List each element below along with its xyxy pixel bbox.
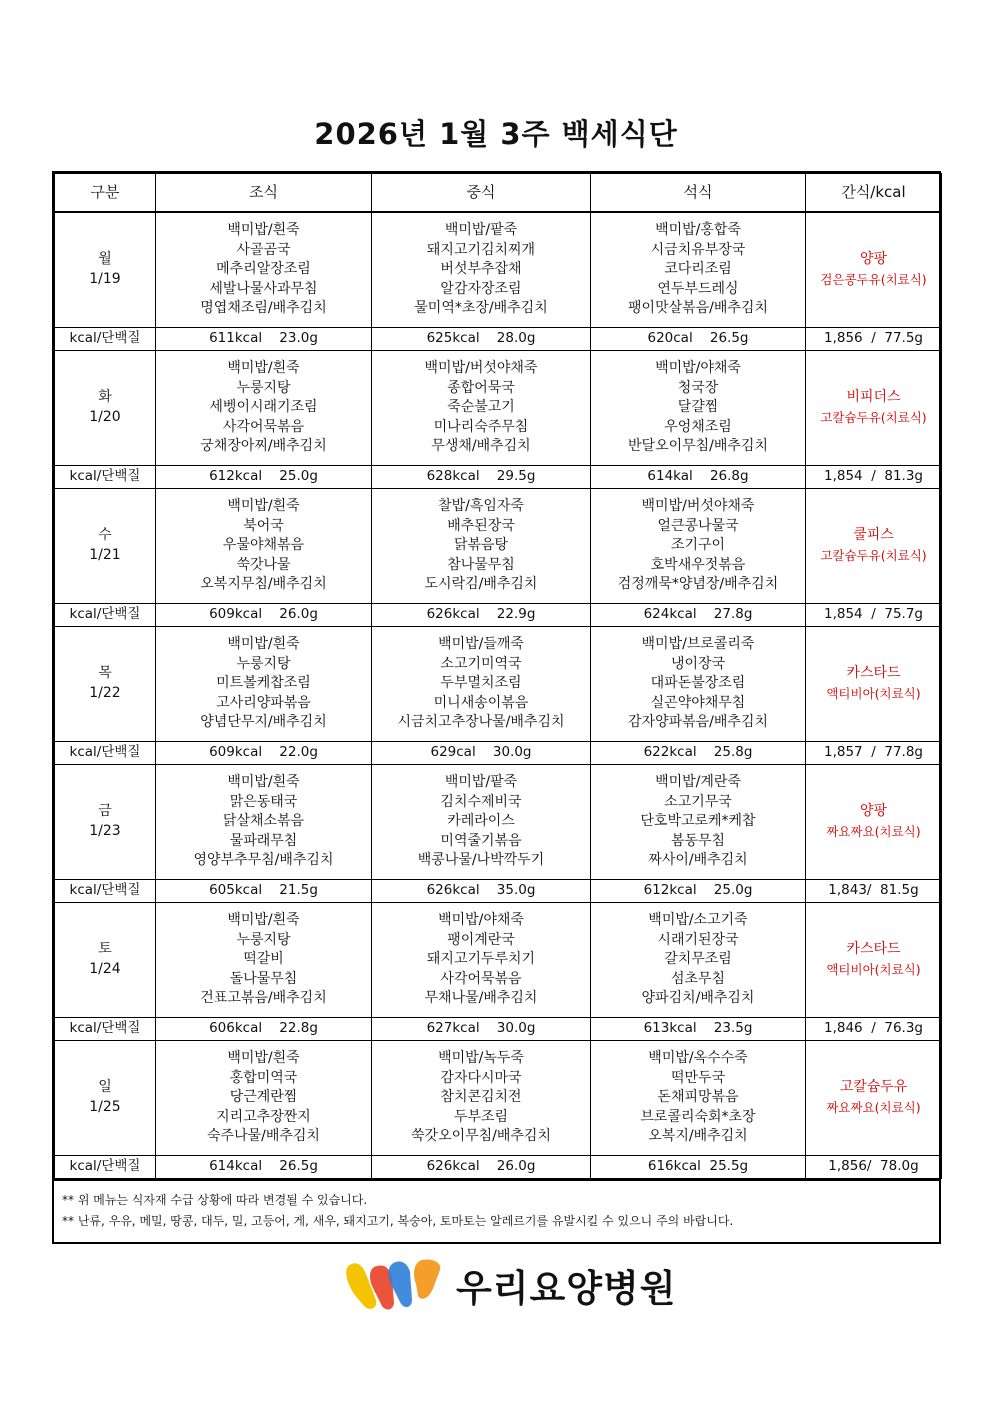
lunch-cell <box>372 351 591 466</box>
day-name: 금 <box>98 803 112 820</box>
menu-row <box>55 351 942 466</box>
day-cell <box>55 351 156 466</box>
day-cell <box>55 489 156 604</box>
breakfast-item: 지리고추장짠지 <box>216 1108 311 1125</box>
breakfast-item: 떡갈비 <box>243 951 284 968</box>
dinner-item: 코다리조림 <box>664 261 732 278</box>
header-snack: 간식/kcal <box>806 174 942 213</box>
lunch-item: 소고기미역국 <box>440 655 522 672</box>
header-row <box>55 174 942 213</box>
breakfast-cell <box>156 489 372 604</box>
lunch-cell <box>372 903 591 1018</box>
dinner-cell <box>591 903 806 1018</box>
breakfast-item: 궁채장아찌/배추김치 <box>200 438 327 455</box>
snack-cell <box>806 627 942 742</box>
lunch-item: 참나물무침 <box>447 556 515 573</box>
breakfast-item: 북어국 <box>243 517 284 534</box>
dinner-item: 돈채피망볶음 <box>657 1089 739 1106</box>
snack-cell <box>806 351 942 466</box>
snack-therapeutic-item: 짜요짜요(치료식) <box>826 824 921 839</box>
kcal-label: kcal/단백질 <box>55 328 156 351</box>
snack-cell <box>806 1041 942 1156</box>
lunch-item: 돼지고기두루치기 <box>426 951 536 968</box>
kcal-value: 612kcal 25.0g <box>591 880 806 903</box>
snack-item: 비피더스 <box>846 389 901 406</box>
day-name: 토 <box>98 941 112 958</box>
breakfast-cell <box>156 903 372 1018</box>
snack-therapeutic-item: 고칼슘두유(치료식) <box>820 410 927 425</box>
dinner-item: 연두부드레싱 <box>657 280 739 297</box>
lunch-item: 백미밥/들깨죽 <box>438 636 524 653</box>
logo-stroke-4 <box>414 1259 440 1298</box>
snack-cell <box>806 489 942 604</box>
day-cell <box>55 903 156 1018</box>
lunch-item: 도시락김/배추김치 <box>424 576 538 593</box>
kcal-value: 609kcal 26.0g <box>156 604 372 627</box>
kcal-value: 606kcal 22.8g <box>156 1018 372 1041</box>
dinner-item: 오복지/배추김치 <box>648 1128 748 1145</box>
breakfast-item: 쑥갓나물 <box>236 556 291 573</box>
menu-table <box>54 173 942 1179</box>
lunch-item: 감자다시마국 <box>440 1069 522 1086</box>
dinner-item: 반달오이무침/배추김치 <box>628 438 768 455</box>
breakfast-item: 누룽지탕 <box>236 655 291 672</box>
dinner-item: 백미밥/야채죽 <box>655 360 741 377</box>
lunch-item: 미니새송이볶음 <box>433 694 529 711</box>
kcal-value: 1,857 / 77.8g <box>806 742 942 765</box>
day-cell <box>55 627 156 742</box>
kcal-row <box>55 328 942 351</box>
kcal-label: kcal/단백질 <box>55 742 156 765</box>
dinner-item: 섬초무침 <box>670 970 726 987</box>
dinner-cell <box>591 351 806 466</box>
dinner-item: 청국장 <box>677 379 719 396</box>
kcal-value: 1,856/ 78.0g <box>806 1156 942 1179</box>
kcal-value: 1,856 / 77.5g <box>806 328 942 351</box>
breakfast-cell <box>156 1041 372 1156</box>
snack-item: 카스타드 <box>846 941 901 958</box>
kcal-value: 612kcal 25.0g <box>156 466 372 489</box>
dinner-item: 짜사이/배추김치 <box>648 852 748 869</box>
day-date: 1/19 <box>89 271 121 287</box>
dinner-item: 우엉채조림 <box>664 418 732 435</box>
lunch-item: 사각어묵볶음 <box>440 970 522 987</box>
breakfast-item: 세벵이시래기조림 <box>209 399 318 416</box>
lunch-cell <box>372 765 591 880</box>
breakfast-item: 우물야채볶음 <box>222 537 305 554</box>
dinner-item: 조기구이 <box>670 537 726 554</box>
day-name: 화 <box>98 389 112 406</box>
snack-therapeutic-item: 액티비아(치료식) <box>826 686 921 701</box>
kcal-label: kcal/단백질 <box>55 1018 156 1041</box>
breakfast-item: 백미밥/흰죽 <box>227 222 300 239</box>
breakfast-item: 사각어묵볶음 <box>222 418 305 435</box>
day-cell <box>55 212 156 328</box>
day-name: 일 <box>98 1079 112 1096</box>
breakfast-item: 숙주나물/배추김치 <box>207 1128 320 1145</box>
header-category: 구분 <box>55 174 156 213</box>
day-date: 1/23 <box>89 823 121 839</box>
dinner-item: 백미밥/버섯야채죽 <box>641 498 755 515</box>
snack-therapeutic-item: 검은콩두유(치료식) <box>820 272 927 287</box>
lunch-item: 미나리숙주무침 <box>433 418 529 435</box>
lunch-item: 백미밥/야채죽 <box>438 912 524 929</box>
kcal-label: kcal/단백질 <box>55 466 156 489</box>
snack-cell <box>806 212 942 328</box>
snack-therapeutic-item: 짜요짜요(치료식) <box>826 1100 921 1115</box>
kcal-value: 1,854 / 75.7g <box>806 604 942 627</box>
breakfast-item: 맑은동태국 <box>229 793 298 810</box>
dinner-cell <box>591 765 806 880</box>
breakfast-item: 사골곰국 <box>236 241 291 258</box>
day-name: 월 <box>98 251 112 268</box>
lunch-item: 백미밥/버섯야채죽 <box>424 360 538 377</box>
lunch-cell <box>372 627 591 742</box>
snack-therapeutic-item: 액티비아(치료식) <box>826 962 921 977</box>
lunch-item: 두부조림 <box>453 1108 509 1125</box>
lunch-cell <box>372 489 591 604</box>
breakfast-cell <box>156 627 372 742</box>
kcal-value: 622kcal 25.8g <box>591 742 806 765</box>
dinner-cell <box>591 212 806 328</box>
dinner-item: 시래기된장국 <box>657 931 739 948</box>
kcal-value: 624kcal 27.8g <box>591 604 806 627</box>
dinner-item: 달걀찜 <box>677 399 719 416</box>
lunch-item: 참치콘김치전 <box>440 1089 522 1106</box>
header-dinner: 석식 <box>591 174 806 213</box>
snack-item: 양팡 <box>859 803 888 820</box>
dinner-item: 대파돈불장조림 <box>650 675 746 692</box>
dinner-item: 검정깨묵*양념장/배추김치 <box>617 576 779 593</box>
breakfast-item: 홍합미역국 <box>229 1069 298 1086</box>
dinner-item: 백미밥/계란죽 <box>655 774 741 791</box>
dinner-item: 백미밥/브로콜리죽 <box>641 636 755 653</box>
kcal-value: 626kcal 26.0g <box>372 1156 591 1179</box>
day-cell <box>55 765 156 880</box>
lunch-item: 백미밥/팥죽 <box>444 774 518 791</box>
lunch-item: 김치수제비국 <box>440 793 522 810</box>
menu-row <box>55 765 942 880</box>
kcal-value: 628kcal 29.5g <box>372 466 591 489</box>
lunch-item: 쑥갓오이무침/배추김치 <box>411 1128 551 1145</box>
breakfast-item: 건표고볶음/배추김치 <box>200 990 327 1007</box>
lunch-item: 백미밥/팥죽 <box>444 222 518 239</box>
dinner-item: 얼큰콩나물국 <box>657 517 739 534</box>
logo-text: 우리요양병원 <box>456 1267 677 1310</box>
dinner-item: 백미밥/홍합죽 <box>655 222 741 239</box>
lunch-item: 무생채/배추김치 <box>431 438 531 455</box>
breakfast-item: 백미밥/흰죽 <box>227 912 300 929</box>
breakfast-item: 백미밥/흰죽 <box>227 360 300 377</box>
lunch-item: 종합어묵국 <box>447 379 515 396</box>
breakfast-item: 누룽지탕 <box>236 379 291 396</box>
snack-item: 고칼슘두유 <box>839 1079 908 1096</box>
breakfast-item: 닭살채소볶음 <box>222 813 305 830</box>
dinner-item: 냉이장국 <box>670 655 726 672</box>
lunch-cell <box>372 1041 591 1156</box>
kcal-value: 613kcal 23.5g <box>591 1018 806 1041</box>
kcal-value: 1,846 / 76.3g <box>806 1018 942 1041</box>
dinner-item: 실곤약야채무침 <box>650 694 746 711</box>
kcal-value: 625kcal 28.0g <box>372 328 591 351</box>
kcal-row <box>55 604 942 627</box>
menu-row <box>55 212 942 328</box>
snack-cell <box>806 903 942 1018</box>
dinner-item: 양파김치/배추김치 <box>641 990 755 1007</box>
kcal-value: 1,843/ 81.5g <box>806 880 942 903</box>
breakfast-item: 누룽지탕 <box>236 931 291 948</box>
lunch-item: 두부멸치조림 <box>440 675 522 692</box>
breakfast-item: 영양부추무침/배추김치 <box>193 852 334 869</box>
lunch-cell <box>372 212 591 328</box>
kcal-value: 627kcal 30.0g <box>372 1018 591 1041</box>
lunch-item: 배추된장국 <box>447 517 515 534</box>
lunch-item: 카레라이스 <box>447 813 515 830</box>
kcal-value: 609kcal 22.0g <box>156 742 372 765</box>
kcal-value: 614kal 26.8g <box>591 466 806 489</box>
breakfast-item: 돌나물무침 <box>229 970 298 987</box>
kcal-row <box>55 466 942 489</box>
menu-body <box>55 212 942 1179</box>
breakfast-item: 백미밥/흰죽 <box>227 1050 300 1067</box>
kcal-value: 605kcal 21.5g <box>156 880 372 903</box>
kcal-row <box>55 742 942 765</box>
lunch-item: 팽이계란국 <box>447 931 515 948</box>
kcal-value: 614kcal 26.5g <box>156 1156 372 1179</box>
snack-therapeutic-item: 고칼슘두유(치료식) <box>820 548 927 563</box>
header-lunch: 중식 <box>372 174 591 213</box>
kcal-row <box>55 1018 942 1041</box>
menu-row <box>55 627 942 742</box>
dinner-cell <box>591 627 806 742</box>
day-name: 수 <box>98 527 112 544</box>
kcal-row <box>55 1156 942 1179</box>
day-date: 1/25 <box>89 1099 121 1115</box>
dinner-item: 봄동무침 <box>670 832 726 849</box>
menu-table-frame <box>52 171 941 1244</box>
lunch-item: 백미밥/녹두죽 <box>438 1050 524 1067</box>
snack-item: 양팡 <box>859 251 888 268</box>
dinner-item: 시금치유부장국 <box>650 241 746 258</box>
breakfast-item: 미트볼케찹조림 <box>216 675 311 692</box>
lunch-item: 찰밥/흑임자죽 <box>438 498 524 515</box>
note-line: ** 난류, 우유, 메밀, 땅콩, 대두, 밀, 고등어, 게, 새우, 돼지고기, 복숭아, 토마토는 알레르기를 유발시킬 수 있으니 주의 바랍니다. <box>62 1214 734 1228</box>
kcal-label: kcal/단백질 <box>55 604 156 627</box>
logo-mark <box>346 1259 440 1309</box>
lunch-item: 무채나물/배추김치 <box>424 990 538 1007</box>
kcal-value: 629cal 30.0g <box>372 742 591 765</box>
day-date: 1/20 <box>89 409 121 425</box>
day-name: 목 <box>98 665 112 682</box>
dinner-cell <box>591 489 806 604</box>
note-line: ** 위 메뉴는 식자재 수급 상황에 따라 변경될 수 있습니다. <box>62 1193 368 1207</box>
kcal-value: 1,854 / 81.3g <box>806 466 942 489</box>
dinner-item: 브로콜리숙회*초장 <box>640 1108 756 1125</box>
notes <box>54 1179 939 1242</box>
breakfast-item: 물파래무침 <box>229 832 298 849</box>
kcal-label: kcal/단백질 <box>55 880 156 903</box>
breakfast-item: 고사리양파볶음 <box>216 694 311 711</box>
day-date: 1/22 <box>89 685 121 701</box>
breakfast-item: 오복지무침/배추김치 <box>200 576 327 593</box>
dinner-item: 떡만두국 <box>670 1069 726 1086</box>
breakfast-cell <box>156 765 372 880</box>
dinner-item: 백미밥/옥수수죽 <box>648 1050 748 1067</box>
menu-row <box>55 903 942 1018</box>
lunch-item: 닭볶음탕 <box>453 537 509 554</box>
kcal-value: 626kcal 22.9g <box>372 604 591 627</box>
header-breakfast: 조식 <box>156 174 372 213</box>
lunch-item: 버섯부추잡채 <box>440 261 522 278</box>
breakfast-item: 양념단무지/배추김치 <box>200 714 327 731</box>
menu-row <box>55 1041 942 1156</box>
kcal-label: kcal/단백질 <box>55 1156 156 1179</box>
kcal-value: 620cal 26.5g <box>591 328 806 351</box>
dinner-cell <box>591 1041 806 1156</box>
breakfast-item: 백미밥/흰죽 <box>227 636 300 653</box>
kcal-value: 611kcal 23.0g <box>156 328 372 351</box>
lunch-item: 알감자장조림 <box>440 280 522 297</box>
kcal-row <box>55 880 942 903</box>
dinner-item: 갈치무조림 <box>664 951 732 968</box>
dinner-item: 호박새우젓볶음 <box>650 556 746 573</box>
breakfast-cell <box>156 351 372 466</box>
breakfast-item: 세발나물사과무침 <box>209 280 318 297</box>
breakfast-item: 명엽채조림/배추김치 <box>200 300 327 317</box>
snack-item: 카스타드 <box>846 665 901 682</box>
lunch-item: 돼지고기김치찌개 <box>426 241 536 258</box>
dinner-item: 단호박고로케*케찹 <box>640 813 756 830</box>
lunch-item: 미역줄기볶음 <box>440 832 522 849</box>
dinner-item: 감자양파볶음/배추김치 <box>628 714 768 731</box>
snack-item: 쿨피스 <box>853 527 894 544</box>
kcal-value: 616kcal 25.5g <box>591 1156 806 1179</box>
breakfast-cell <box>156 212 372 328</box>
day-date: 1/21 <box>89 547 121 563</box>
menu-row <box>55 489 942 604</box>
day-cell <box>55 1041 156 1156</box>
breakfast-item: 당근계란찜 <box>229 1089 298 1106</box>
lunch-item: 시금치고추장나물/배추김치 <box>397 714 565 731</box>
dinner-item: 팽이맛살볶음/배추김치 <box>628 300 768 317</box>
kcal-value: 626kcal 35.0g <box>372 880 591 903</box>
breakfast-item: 백미밥/흰죽 <box>227 498 300 515</box>
lunch-item: 물미역*초장/배추김치 <box>414 300 548 317</box>
breakfast-item: 백미밥/흰죽 <box>227 774 300 791</box>
dinner-item: 소고기무국 <box>664 793 732 810</box>
lunch-item: 죽순불고기 <box>447 399 515 416</box>
breakfast-item: 메추리알장조림 <box>216 261 311 278</box>
snack-cell <box>806 765 942 880</box>
dinner-item: 백미밥/소고기죽 <box>648 912 748 929</box>
day-date: 1/24 <box>89 961 121 977</box>
page-title: 2026년 1월 3주 백세식단 <box>314 117 678 151</box>
lunch-item: 백콩나물/나박깍두기 <box>417 852 545 869</box>
